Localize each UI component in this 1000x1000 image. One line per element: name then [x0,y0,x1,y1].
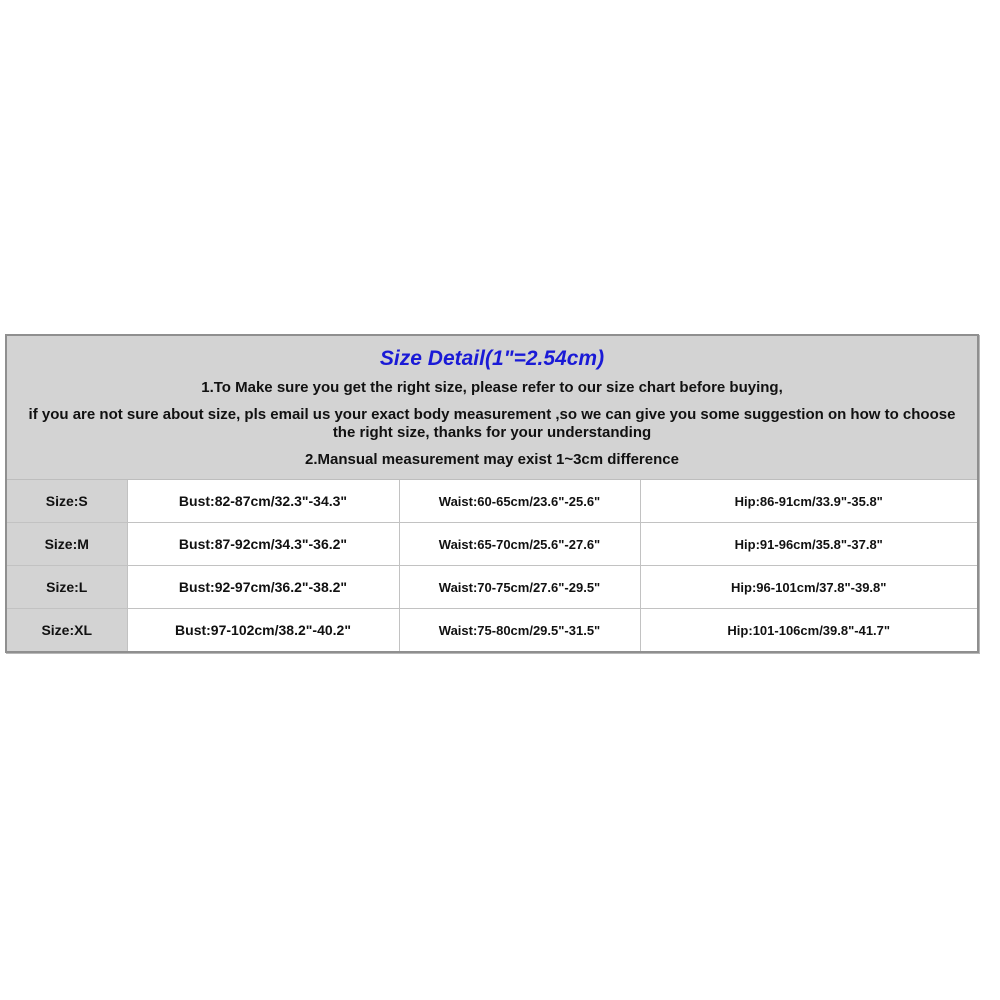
bust-cell: Bust:97-102cm/38.2"-40.2" [127,609,399,652]
size-label: Size:S [7,480,127,523]
bust-cell: Bust:87-92cm/34.3"-36.2" [127,523,399,566]
table-row [7,523,977,566]
hip-cell: Hip:91-96cm/35.8"-37.8" [640,523,977,566]
size-label: Size:XL [7,609,127,652]
size-label: Size:M [7,523,127,566]
table-row [7,609,977,652]
note-measurement-difference: 2.Mansual measurement may exist 1~3cm difference [305,451,679,468]
hip-cell: Hip:96-101cm/37.8"-39.8" [640,566,977,609]
waist-cell: Waist:65-70cm/25.6"-27.6" [399,523,640,566]
size-label: Size:L [7,566,127,609]
bust-cell: Bust:82-87cm/32.3"-34.3" [127,480,399,523]
waist-cell: Waist:60-65cm/23.6"-25.6" [399,480,640,523]
note-size-chart: 1.To Make sure you get the right size, please refer to our size chart before buying, [201,379,783,396]
note-email-measurement: if you are not sure about size, pls email us your exact body measurement ,so we can give you some suggestion on how to choose the right size, thanks for your understanding [28,406,956,441]
waist-cell: Waist:70-75cm/27.6"-29.5" [399,566,640,609]
table-row [7,566,977,609]
size-table [7,480,977,651]
chart-header [7,336,977,480]
chart-title: Size Detail(1"=2.54cm) [379,347,605,370]
hip-cell: Hip:101-106cm/39.8"-41.7" [640,609,977,652]
bust-cell: Bust:92-97cm/36.2"-38.2" [127,566,399,609]
hip-cell: Hip:86-91cm/33.9"-35.8" [640,480,977,523]
table-row [7,480,977,523]
waist-cell: Waist:75-80cm/29.5"-31.5" [399,609,640,652]
size-chart [5,334,979,653]
